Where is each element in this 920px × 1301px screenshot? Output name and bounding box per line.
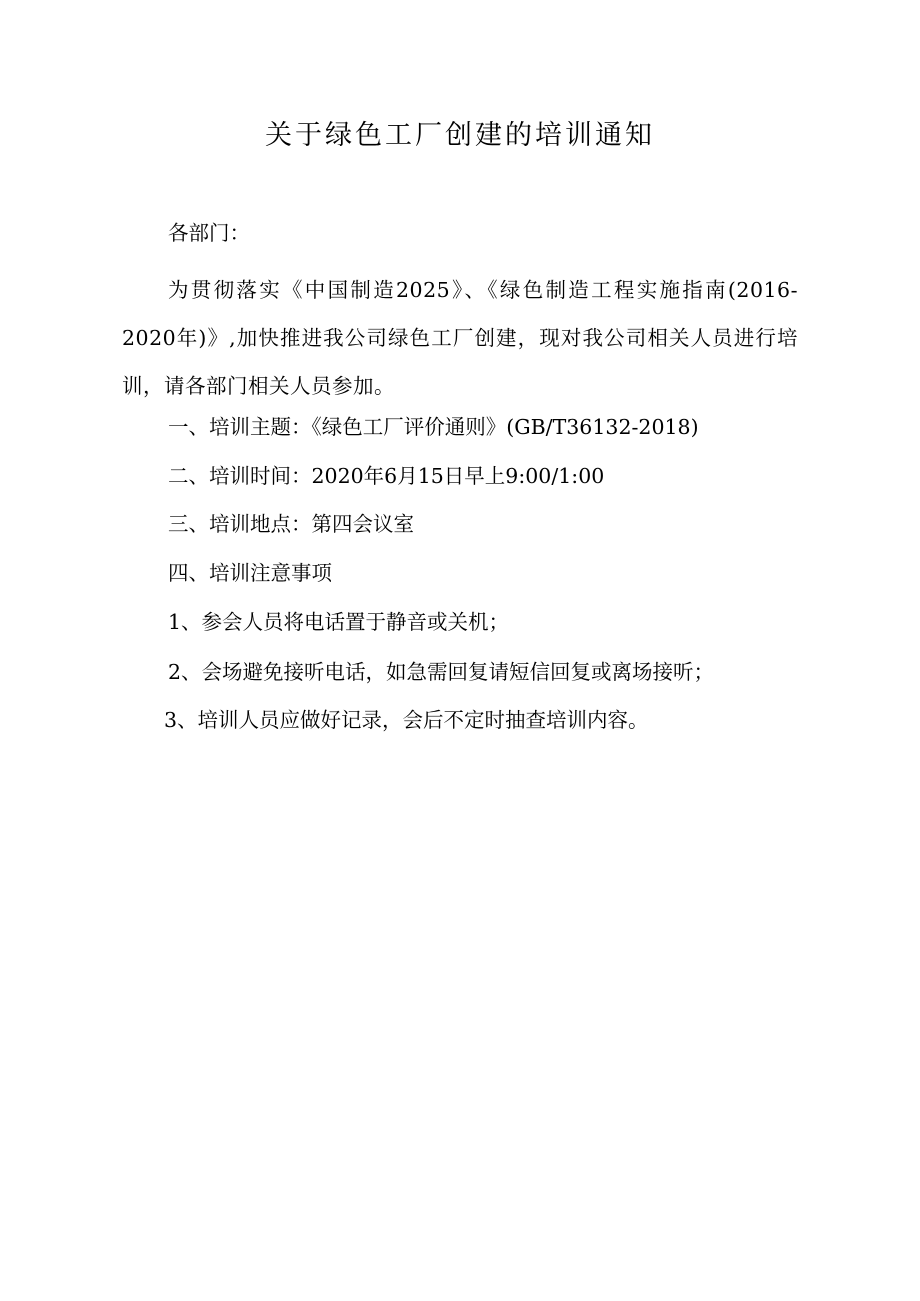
note-item-3: 3、培训人员应做好记录，会后不定时抽查培训内容。 <box>164 708 649 732</box>
intro-paragraph: 为贯彻落实《中国制造2025》、《绿色制造工程实施指南(2016-2020年)》,加快推进我公司绿色工厂创建，现对我公司相关人员进行培训，请各部门相关人员参加。 <box>122 278 798 398</box>
section-training-location: 三、培训地点：第四会议室 <box>168 512 414 536</box>
section-training-notes-heading: 四、培训注意事项 <box>168 561 332 585</box>
section-training-time: 二、培训时间：2020年6月15日早上9:00/1:00 <box>168 464 605 488</box>
document-title: 关于绿色工厂创建的培训通知 <box>265 120 655 151</box>
note-item-2: 2、会场避免接听电话，如急需回复请短信回复或离场接听； <box>168 660 715 684</box>
salutation: 各部门： <box>168 221 250 245</box>
note-item-1: 1、参会人员将电话置于静音或关机； <box>168 610 510 634</box>
section-training-topic: 一、培训主题：《绿色工厂评价通则》(GB/T36132-2018) <box>168 415 699 439</box>
